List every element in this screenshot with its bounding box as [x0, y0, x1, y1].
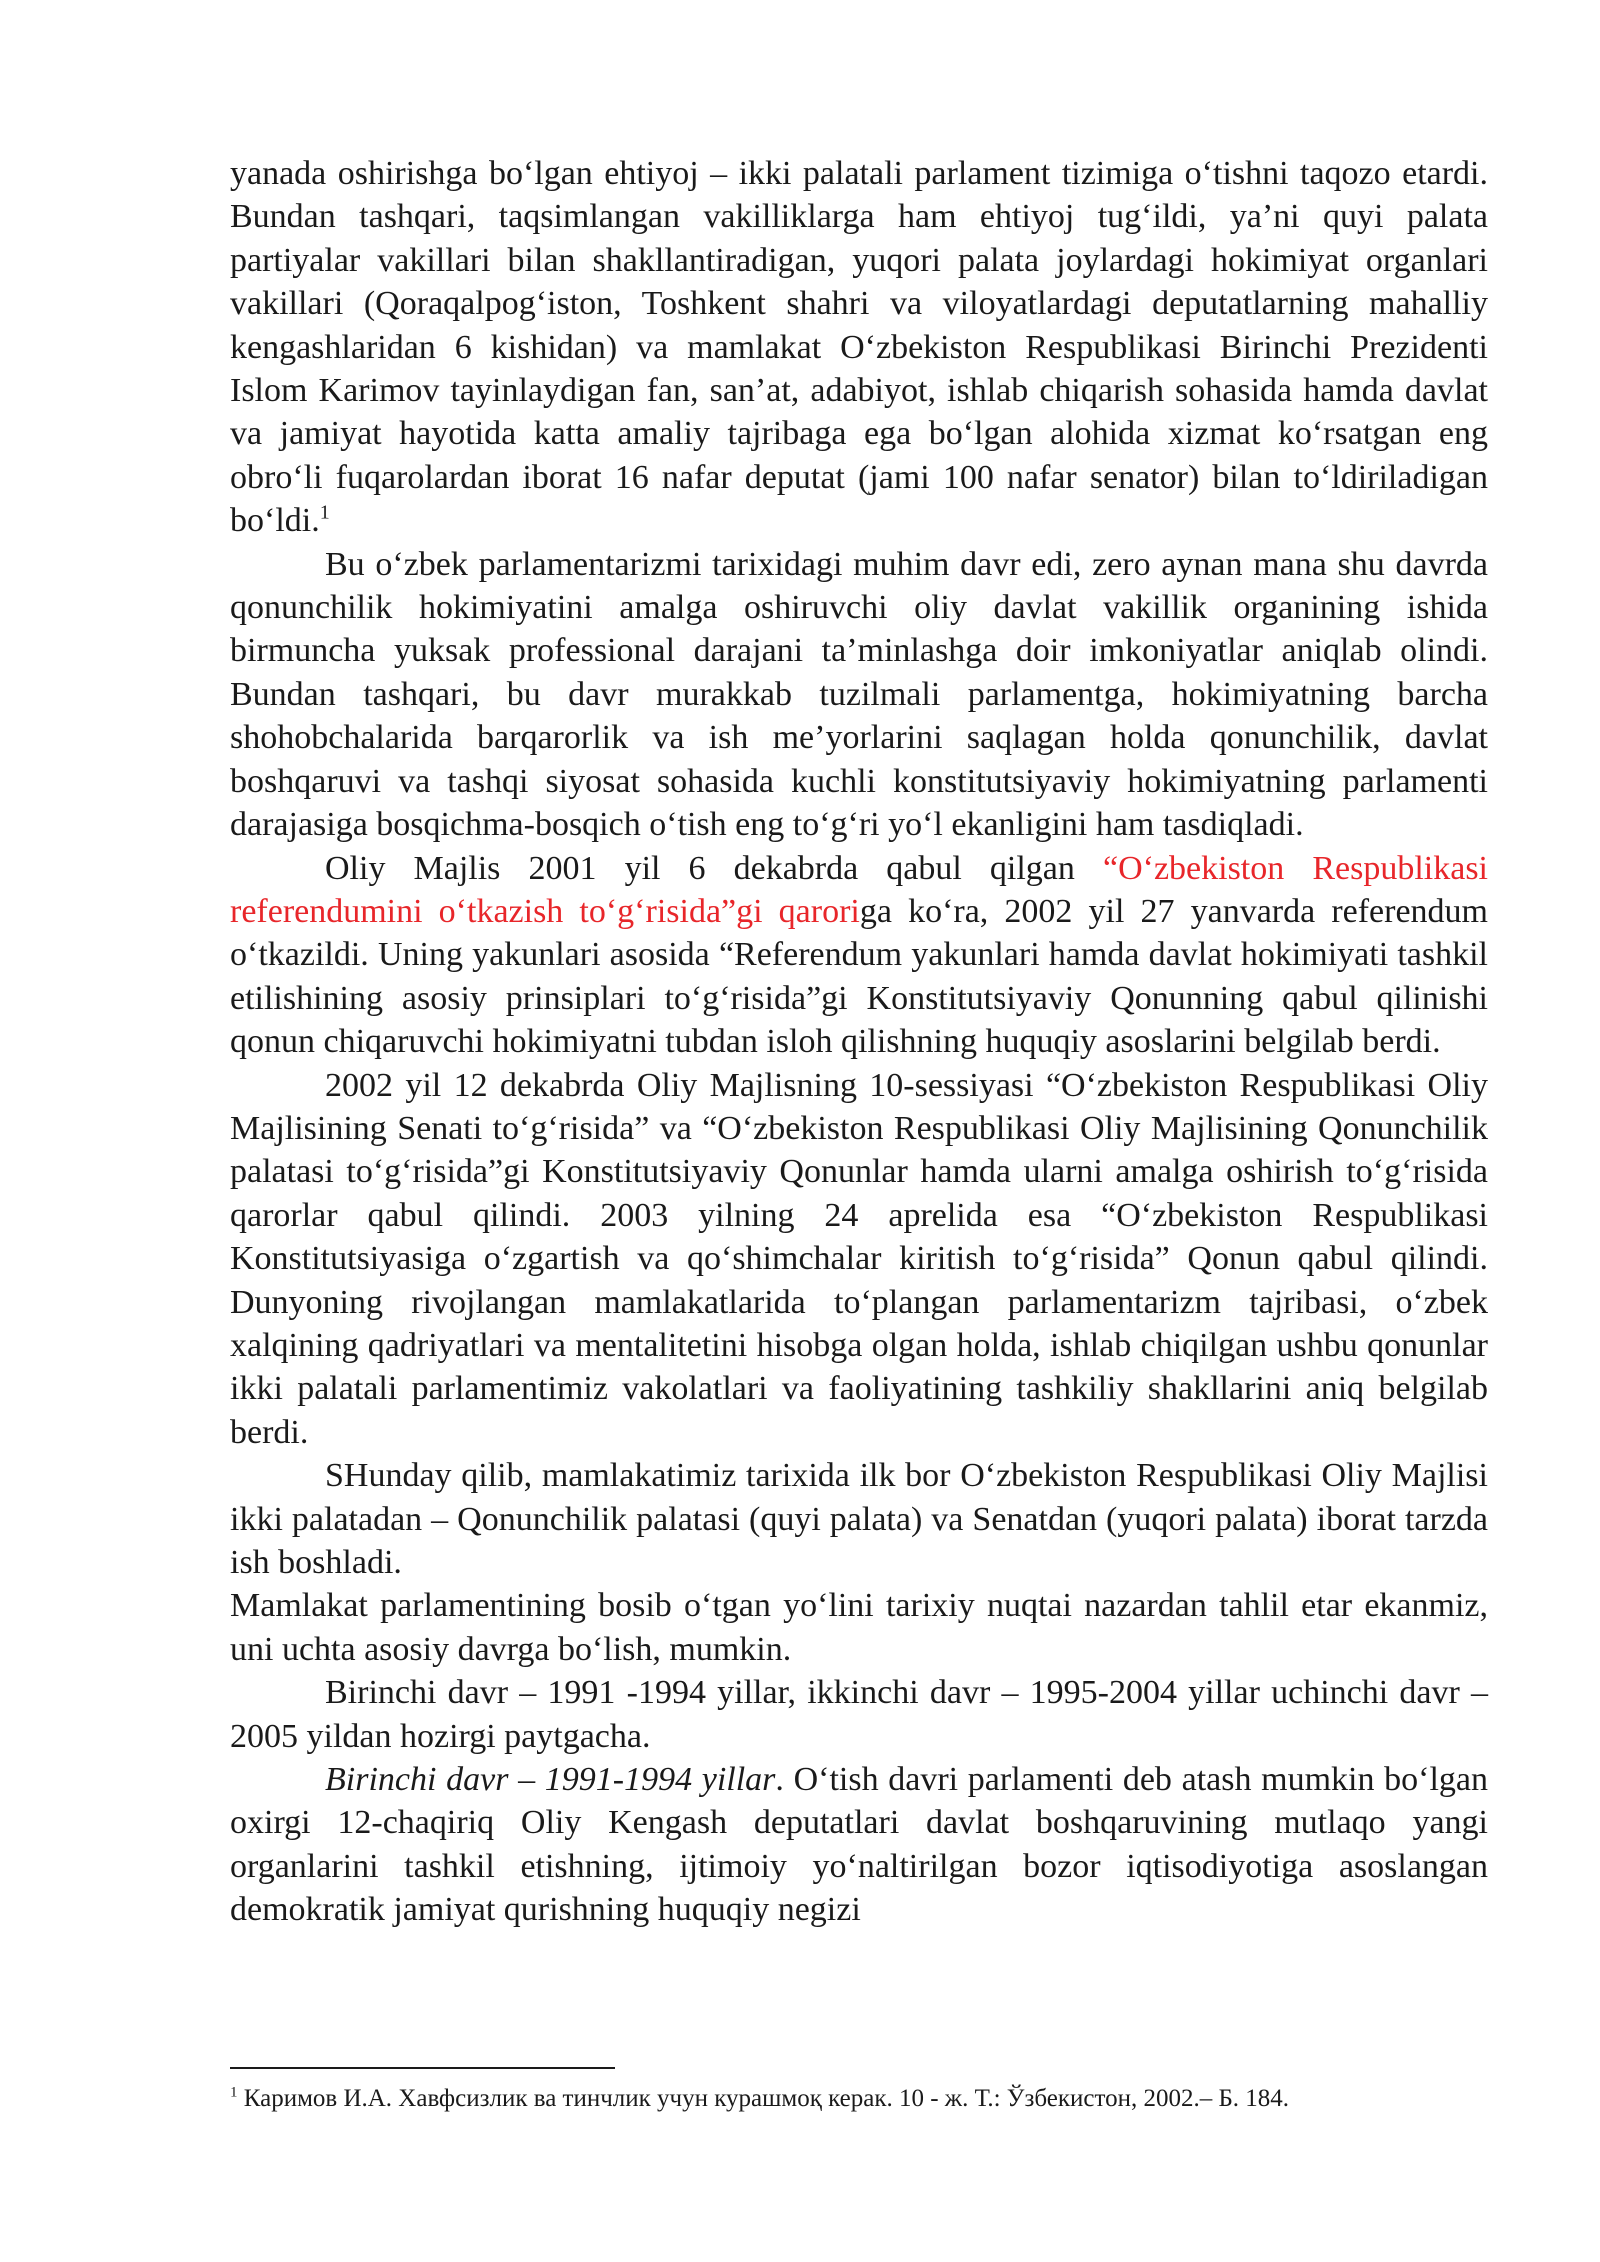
- text-run: Birinchi davr – 1991 -1994 yillar, ikkinchi davr – 1995-2004 yillar uchinchi davr – 2005 yildan hozirgi paytgacha.: [230, 1674, 1488, 1755]
- footnote-reference[interactable]: 1: [319, 501, 330, 524]
- italic-heading-run: Birinchi davr – 1991-1994 yillar: [325, 1761, 776, 1799]
- paragraph: [230, 1584, 1488, 1671]
- text-run: yanada oshirishga bo‘lgan ehtiyoj – ikki palatali parlament tizimiga o‘tishni taqozo etardi. Bundan tashqari, taqsimlangan vakilliklarga ham ehtiyoj tug‘ildi, ya’ni quyi palata partiyalar vakillari bilan shakllantiradigan, yuqori palata joylardagi hokimiyat organlari vakillari (Qoraqalpog‘iston, Toshkent shahri va viloyatlardagi deputatlarning mahalliy kengashlaridan 6 kishidan) va mamlakat O‘zbekiston Respublikasi Birinchi Prezidenti Islom Karimov tayinlaydigan fan, san’at, adabiyot, ishlab chiqarish sohasida hamda davlat va jamiyat hayotida katta amaliy tajribaga ega bo‘lgan alohida xizmat ko‘rsatgan eng obro‘li fuqarolardan iborat 16 nafar deputat (jami 100 nafar senator) bilan to‘ldiriladigan bo‘ldi.: [230, 155, 1488, 540]
- body-text: [230, 152, 1488, 1932]
- text-run: . O‘tish davri parlamenti deb atash mumkin bo‘lgan oxirgi 12-chaqiriq Oliy Kengash deputatlari davlat boshqaruvining mutlaqo yangi organlarini tashkil etishning, ijtimoiy yo‘naltirilgan bozor iqtisodiyotiga asoslangan demokratik jamiyat qurishning huquqiy negizi: [230, 1761, 1488, 1929]
- text-run: ga ko‘ra, 2002 yil 27 yanvarda referendum o‘tkazildi. Uning yakunlari asosida “Referendum yakunlari hamda davlat hokimiyati tashkil etilishining asosiy prinsiplari to‘g‘risida”gi Konstitutsiyaviy Qonunning qabul qilinishi qonun chiqaruvchi hokimiyatni tubdan isloh qilishning huquqiy asoslarini belgilab berdi.: [230, 892, 1488, 1061]
- footnote-marker: 1: [230, 2084, 238, 2101]
- paragraph: [230, 847, 1488, 1064]
- highlighted-document-title: “O‘zbekiston Respublikasi referendumini o‘tkazish to‘g‘risida”gi qarori: [230, 849, 1488, 930]
- paragraph: [230, 1758, 1488, 1932]
- text-run: Bu o‘zbek parlamentarizmi tarixidagi muhim davr edi, zero aynan mana shu davrda qonunchilik hokimiyatini amalga oshiruvchi oliy davlat vakillik organining ishida birmuncha yuksak professional darajani ta’minlashga doir imkoniyatlar aniqlab olindi. Bundan tashqari, bu davr murakkab tuzilmali parlamentga, hokimiyatning barcha shohobchalarida barqarorlik va ish me’yorlarini saqlagan holda qonunchilik, davlat boshqaruvi va tashqi siyosat sohasida kuchli konstitutsiyaviy hokimiyatning parlamenti darajasiga bosqichma-bosqich o‘tish eng to‘g‘ri yo‘l ekanligini ham tasdiqladi.: [230, 545, 1488, 844]
- text-run: SHunday qilib, mamlakatimiz tarixida ilk bor O‘zbekiston Respublikasi Oliy Majlisi ikki palatadan – Qonunchilik palatasi (quyi palata) va Senatdan (yuqori palata) iborat tarzda ish boshladi.: [230, 1457, 1488, 1581]
- paragraph: [230, 543, 1488, 847]
- paragraph: [230, 1671, 1488, 1758]
- footnote: [230, 2083, 1488, 2115]
- paragraph: [230, 1064, 1488, 1455]
- text-run: 2002 yil 12 dekabrda Oliy Majlisning 10-sessiyasi “O‘zbekiston Respublikasi Oliy Majlisining Senati to‘g‘risida” va “O‘zbekiston Respublikasi Oliy Majlisining Qonunchilik palatasi to‘g‘risida”gi Konstitutsiyaviy Qonunlar hamda ularni amalga oshirish to‘g‘risida qarorlar qabul qilindi. 2003 yilning 24 aprelida esa “O‘zbekiston Respublikasi Konstitutsiyasiga o‘zgartish va qo‘shimchalar kiritish to‘g‘risida” Qonun qabul qilindi. Dunyoning rivojlangan mamlakatlarida to‘plangan parlamentarizm tajribasi, o‘zbek xalqining qadriyatlari va mentalitetini hisobga olgan holda, ishlab chiqilgan ushbu qonunlar ikki palatali parlamentimiz vakolatlari va faoliyatining tashkiliy shakllarini aniq belgilab berdi.: [230, 1066, 1488, 1451]
- paragraph: [230, 1454, 1488, 1584]
- footnote-text: Каримов И.А. Хавфсизлик ва тинчлик учун курашмоқ керак. 10 - ж. Т.: Ўзбекистон, 2002.– Б. 184.: [237, 2085, 1290, 2112]
- footnote-separator: [230, 2067, 615, 2069]
- text-run: Mamlakat parlamentining bosib o‘tgan yo‘lini tarixiy nuqtai nazardan tahlil etar ekanmiz, uni uchta asosiy davrga bo‘lish, mumkin.: [230, 1587, 1488, 1668]
- text-run: Oliy Majlis 2001 yil 6 dekabrda qabul qilgan: [325, 849, 1103, 887]
- paragraph: [230, 152, 1488, 543]
